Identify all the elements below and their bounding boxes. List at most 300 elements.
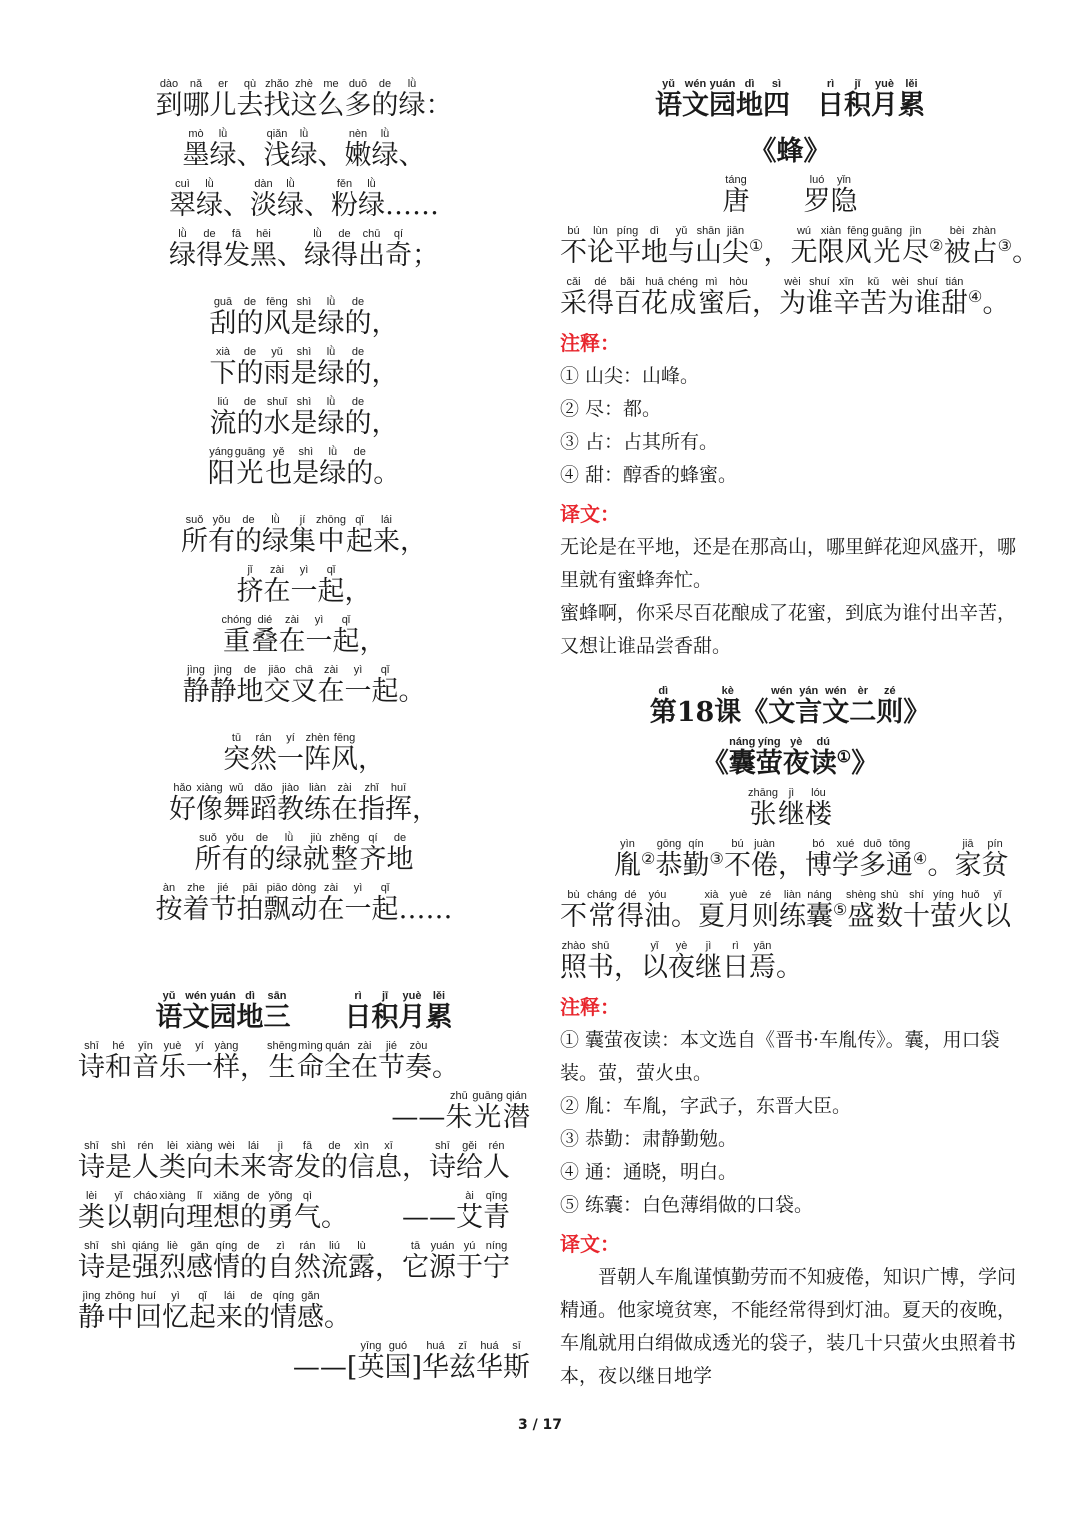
pinyin bbox=[402, 1140, 429, 1152]
ruby-char: 、 bbox=[318, 140, 345, 171]
pinyin: luó bbox=[803, 174, 831, 186]
section-title bbox=[78, 990, 530, 1031]
ruby-char bbox=[291, 1002, 345, 1033]
ruby-char: ， bbox=[778, 850, 805, 881]
pinyin: fā bbox=[294, 1140, 321, 1152]
ruby-char: 在zài bbox=[278, 614, 306, 657]
ruby-char: 叉chā bbox=[290, 664, 318, 707]
ruby-char: 宁níng bbox=[483, 1240, 510, 1283]
ruby-char: 为wèi bbox=[778, 276, 806, 319]
pinyin: jì bbox=[267, 1140, 294, 1152]
pinyin: fēng bbox=[331, 732, 358, 744]
poem-line bbox=[78, 614, 530, 655]
pinyin: rì bbox=[344, 990, 372, 1002]
ruby-char: 墨mò bbox=[182, 128, 210, 171]
pinyin: pín bbox=[981, 838, 1009, 850]
ruby-char: 文wén bbox=[182, 990, 210, 1033]
pinyin: quán bbox=[323, 1040, 351, 1052]
pinyin: lèi bbox=[78, 1190, 105, 1202]
ruby-char: 来lái bbox=[240, 1140, 267, 1183]
ruby-char: 在zài bbox=[263, 564, 291, 607]
ruby-char: 回huí bbox=[134, 1290, 162, 1333]
pinyin: dé bbox=[616, 889, 644, 901]
pinyin: huī bbox=[385, 782, 412, 794]
essay-line bbox=[560, 940, 1020, 981]
translation-paragraph: 蜜蜂啊，你采尽百花酿成了花蜜，到底为谁付出辛苦，又想让谁品尝香甜。 bbox=[560, 602, 1017, 657]
pinyin: zhěng bbox=[329, 832, 360, 844]
pinyin: liú bbox=[209, 396, 237, 408]
pinyin: jī bbox=[844, 78, 871, 90]
ruby-char: 甜tián bbox=[940, 276, 968, 319]
pinyin bbox=[324, 1290, 351, 1302]
ruby-char: 多duō bbox=[859, 838, 887, 881]
ruby-char: 谁shuí bbox=[913, 276, 941, 319]
pinyin: de bbox=[386, 832, 414, 844]
poem-line bbox=[560, 225, 1040, 268]
poem-line bbox=[78, 178, 530, 219]
pinyin: yuè bbox=[724, 889, 752, 901]
ruby-char: 舞wǔ bbox=[223, 782, 250, 825]
pinyin bbox=[372, 296, 399, 308]
ruby-char: ， bbox=[764, 237, 791, 268]
pinyin: jì bbox=[695, 940, 722, 952]
pinyin: lǜ bbox=[358, 178, 385, 190]
ruby-char: 焉yān bbox=[749, 940, 776, 983]
pinyin: duō bbox=[859, 838, 887, 850]
ruby-char: 诗shī bbox=[78, 1140, 105, 1183]
poem-line bbox=[78, 664, 530, 705]
pinyin: bú bbox=[560, 225, 587, 237]
pinyin: de bbox=[321, 1140, 348, 1152]
pinyin bbox=[391, 1090, 445, 1102]
pinyin: fā bbox=[223, 228, 250, 240]
pinyin: shī bbox=[78, 1240, 105, 1252]
ruby-char: 想xiǎng bbox=[213, 1190, 240, 1233]
pinyin: qǐ bbox=[345, 514, 373, 526]
pinyin: qíng bbox=[269, 1290, 297, 1302]
ruby-char: 。 bbox=[321, 1202, 348, 1233]
pinyin: de bbox=[240, 1240, 267, 1252]
ruby-char: 贫pín bbox=[981, 838, 1009, 881]
ruby-char: 盛shèng bbox=[846, 889, 876, 932]
ruby-char: 下xià bbox=[209, 346, 237, 389]
ruby-char: 绿lǜ bbox=[317, 396, 345, 439]
pinyin: shēng bbox=[267, 1040, 297, 1052]
pinyin bbox=[399, 664, 426, 676]
pinyin bbox=[1012, 225, 1039, 237]
ruby-char: 辛xīn bbox=[832, 276, 860, 319]
ruby-char: 是shì bbox=[290, 396, 318, 439]
ruby-char: ， bbox=[412, 794, 439, 825]
pinyin bbox=[348, 1190, 402, 1202]
pinyin: náng bbox=[805, 889, 833, 901]
ruby-char: 交jiāo bbox=[263, 664, 291, 707]
pinyin: yǒng bbox=[267, 1190, 294, 1202]
ruby-char: 样yàng bbox=[213, 1040, 240, 1083]
pinyin: gǎn bbox=[186, 1240, 213, 1252]
pinyin: wú bbox=[790, 225, 818, 237]
pinyin: hòu bbox=[724, 276, 752, 288]
pinyin: de bbox=[196, 228, 223, 240]
ruby-char: 练liàn bbox=[304, 782, 331, 825]
ruby-char bbox=[750, 186, 804, 217]
ruby-char: 静jìng bbox=[78, 1290, 105, 1333]
pinyin: yuè bbox=[871, 78, 898, 90]
ruby-char: 文wén bbox=[768, 685, 796, 728]
pinyin: shū bbox=[587, 940, 614, 952]
pinyin: chéng bbox=[668, 276, 698, 288]
ruby-char: 光guāng bbox=[871, 225, 903, 268]
ruby-char bbox=[348, 1202, 402, 1233]
ruby-char: 诗shī bbox=[78, 1040, 105, 1083]
pinyin: lǜ bbox=[277, 178, 304, 190]
ruby-char: 一yì bbox=[305, 614, 333, 657]
ruby-char: 语yǔ bbox=[655, 78, 682, 121]
pinyin bbox=[614, 940, 641, 952]
pinyin: shí bbox=[902, 889, 930, 901]
pinyin: xìn bbox=[348, 1140, 375, 1152]
ruby-char: 积jī bbox=[844, 78, 871, 121]
ruby-char: 月yuè bbox=[398, 990, 426, 1033]
ruby-char: 整zhěng bbox=[329, 832, 360, 875]
pinyin: de bbox=[240, 1190, 267, 1202]
ruby-char: 采cǎi bbox=[560, 276, 587, 319]
pinyin: yǐ bbox=[105, 1190, 132, 1202]
pinyin: zài bbox=[317, 882, 345, 894]
pinyin: qǐ bbox=[371, 882, 399, 894]
ruby-char: 人rén bbox=[132, 1140, 159, 1183]
pinyin: yè bbox=[668, 940, 695, 952]
ruby-char: 三sān bbox=[263, 990, 291, 1033]
ruby-char: ， bbox=[752, 288, 779, 319]
pinyin: zhe bbox=[182, 882, 210, 894]
pinyin: sān bbox=[263, 990, 291, 1002]
poem-line bbox=[78, 564, 530, 605]
pinyin: shì bbox=[290, 346, 318, 358]
pinyin: yǐ bbox=[641, 940, 668, 952]
ruby-char: 情qíng bbox=[213, 1240, 240, 1283]
pinyin: jiā bbox=[954, 838, 982, 850]
pinyin: lěi bbox=[898, 78, 925, 90]
ruby-char: 继jì bbox=[695, 940, 722, 983]
ruby-char: 一yì bbox=[344, 882, 372, 925]
pinyin: shèng bbox=[846, 889, 876, 901]
note-item: ④ 通：通晓，明白。 bbox=[560, 1161, 738, 1183]
ruby-char: 华huá bbox=[422, 1340, 449, 1383]
ruby-char: 勇yǒng bbox=[267, 1190, 294, 1233]
pinyin: guó bbox=[384, 1340, 412, 1352]
page-number: 3 / 17 bbox=[517, 1417, 563, 1433]
essay-line bbox=[560, 838, 1020, 879]
ruby-char: ， bbox=[372, 308, 399, 339]
ruby-char: 园yuán bbox=[209, 990, 237, 1033]
ruby-char: 语yǔ bbox=[155, 990, 183, 1033]
ruby-char: 源yuán bbox=[429, 1240, 456, 1283]
ruby-char: 与yǔ bbox=[668, 225, 695, 268]
ruby-char: 类lèi bbox=[159, 1140, 186, 1183]
ruby-char: …… bbox=[385, 190, 439, 221]
ruby-char: 中zhōng bbox=[105, 1290, 135, 1333]
ruby-char: 》 bbox=[851, 748, 878, 779]
note-item: ② 胤：车胤，字武子，东晋大臣。 bbox=[560, 1095, 852, 1117]
ruby-char: 累lěi bbox=[898, 78, 925, 121]
ruby-char: 于yú bbox=[456, 1240, 483, 1283]
notes-heading: 注释： bbox=[560, 331, 620, 355]
pinyin: fěn bbox=[331, 178, 358, 190]
ruby-char: 蜜mì bbox=[697, 276, 725, 319]
pinyin: jié bbox=[377, 1040, 405, 1052]
ruby-char: 萤yíng bbox=[755, 736, 783, 779]
pinyin: xià bbox=[697, 889, 725, 901]
ruby-char: —— bbox=[391, 1102, 445, 1133]
ruby-char: 是shì bbox=[290, 346, 318, 389]
ruby-char: 烈liè bbox=[159, 1240, 186, 1283]
pinyin: àn bbox=[155, 882, 183, 894]
ruby-char: 像xiàng bbox=[196, 782, 223, 825]
ruby-char: 流liú bbox=[209, 396, 237, 439]
pinyin: lěi bbox=[425, 990, 453, 1002]
ruby-char: 自zì bbox=[267, 1240, 294, 1283]
ruby-char: 恭gōng bbox=[655, 838, 683, 881]
pinyin: zhōng bbox=[316, 514, 346, 526]
ruby-char: 动dòng bbox=[290, 882, 318, 925]
ruby-char: 给gěi bbox=[456, 1140, 483, 1183]
poem-line bbox=[78, 882, 530, 923]
poem-title: 《蜂》 bbox=[749, 136, 831, 167]
ruby-char: 。 bbox=[432, 1052, 459, 1083]
ruby-char: ， bbox=[358, 744, 385, 775]
pinyin: guāng bbox=[234, 446, 266, 458]
pinyin: shù bbox=[875, 889, 903, 901]
ruby-char: 得de bbox=[331, 228, 358, 271]
right-column bbox=[560, 78, 1040, 1393]
pinyin bbox=[358, 732, 385, 744]
poem-line bbox=[78, 346, 530, 387]
ruby-char: 在zài bbox=[331, 782, 358, 825]
quote-line bbox=[78, 1240, 530, 1281]
ruby-char: 气qì bbox=[294, 1190, 321, 1233]
ruby-char: 的de bbox=[235, 514, 262, 557]
ruby-char: 绿lǜ bbox=[304, 228, 331, 271]
pinyin: xī bbox=[375, 1140, 402, 1152]
ruby-char: 第dì bbox=[649, 685, 677, 728]
pinyin: rì bbox=[817, 78, 844, 90]
pinyin: qù bbox=[236, 78, 264, 90]
pinyin: níng bbox=[483, 1240, 510, 1252]
ruby-char: 绿lǜ bbox=[290, 128, 318, 171]
pinyin: yǐn bbox=[830, 174, 858, 186]
pinyin: sì bbox=[763, 78, 790, 90]
ruby-char: 感gǎn bbox=[296, 1290, 324, 1333]
pinyin bbox=[399, 128, 426, 140]
pinyin: lùn bbox=[587, 225, 614, 237]
ruby-char: 照zhào bbox=[560, 940, 587, 983]
pinyin bbox=[851, 736, 878, 748]
ruby-char: 这zhè bbox=[290, 78, 318, 121]
ruby-char: 向xiàng bbox=[159, 1190, 186, 1233]
ruby-char: 集jí bbox=[289, 514, 316, 557]
ruby-char: 来lái bbox=[215, 1290, 243, 1333]
pinyin: bú bbox=[724, 838, 752, 850]
ruby-char: ， bbox=[402, 1152, 429, 1183]
ruby-char: 中zhōng bbox=[316, 514, 346, 557]
ruby-char: 的de bbox=[344, 296, 372, 339]
pinyin: yǐ bbox=[983, 889, 1011, 901]
ruby-char: 。 bbox=[776, 952, 803, 983]
pinyin: chóng bbox=[221, 614, 252, 626]
footnote-marker: ① bbox=[749, 236, 764, 255]
pinyin: de bbox=[236, 346, 264, 358]
pinyin: yīn bbox=[132, 1040, 159, 1052]
ruby-char: 向xiàng bbox=[186, 1140, 213, 1183]
pinyin: lù bbox=[348, 1240, 375, 1252]
poem-author bbox=[560, 174, 1020, 215]
ruby-char: 嫩nèn bbox=[344, 128, 372, 171]
pinyin: liàn bbox=[778, 889, 806, 901]
pinyin: dì bbox=[649, 685, 677, 697]
ruby-char: 的de bbox=[242, 1290, 270, 1333]
ruby-char: 尽jìn bbox=[902, 225, 930, 268]
pinyin: tā bbox=[402, 1240, 429, 1252]
pinyin: fēng bbox=[844, 225, 872, 237]
ruby-char: 夜yè bbox=[782, 736, 810, 779]
ruby-char: 绿lǜ bbox=[277, 178, 304, 221]
pinyin: juàn bbox=[751, 838, 779, 850]
pinyin bbox=[240, 1040, 267, 1052]
ruby-char: 起qǐ bbox=[317, 564, 345, 607]
pinyin: xīn bbox=[832, 276, 860, 288]
ruby-char: 无wú bbox=[790, 225, 818, 268]
pinyin bbox=[400, 514, 427, 526]
ruby-char: 的de bbox=[321, 1140, 348, 1183]
pinyin: guā bbox=[209, 296, 237, 308]
pinyin: jiān bbox=[722, 225, 749, 237]
pinyin: mì bbox=[697, 276, 725, 288]
quote-line bbox=[78, 1190, 530, 1231]
pinyin: qǐ bbox=[371, 664, 399, 676]
pinyin: yì bbox=[305, 614, 333, 626]
pinyin: zài bbox=[263, 564, 291, 576]
ruby-char: 挤jǐ bbox=[236, 564, 264, 607]
ruby-char: 尖jiān bbox=[722, 225, 749, 268]
pinyin: zòu bbox=[404, 1040, 432, 1052]
ruby-char: 起qǐ bbox=[371, 664, 399, 707]
pinyin bbox=[237, 128, 264, 140]
pinyin bbox=[345, 564, 372, 576]
pinyin bbox=[776, 940, 803, 952]
essay-line bbox=[560, 889, 1020, 930]
pinyin: cháng bbox=[587, 889, 617, 901]
pinyin bbox=[412, 782, 439, 794]
ruby-char: 文wén bbox=[822, 685, 850, 728]
ruby-char: 全quán bbox=[323, 1040, 351, 1083]
ruby-char: 风fēng bbox=[331, 732, 358, 775]
pinyin bbox=[903, 685, 930, 697]
footnote-marker: ④ bbox=[913, 849, 928, 868]
ruby-char: 》 bbox=[903, 697, 930, 728]
pinyin: jǐ bbox=[236, 564, 264, 576]
ruby-char: 拍pāi bbox=[236, 882, 264, 925]
poem-line bbox=[78, 782, 530, 823]
ruby-char: 、 bbox=[237, 140, 264, 171]
pinyin: jiāo bbox=[263, 664, 291, 676]
ruby-char: 生shēng bbox=[267, 1040, 297, 1083]
ruby-char: 四sì bbox=[763, 78, 790, 121]
pinyin: tián bbox=[940, 276, 968, 288]
ruby-char: 雨yǔ bbox=[263, 346, 291, 389]
pinyin: lǐ bbox=[186, 1190, 213, 1202]
ruby-char: 。 bbox=[671, 901, 698, 932]
ruby-char: ， bbox=[359, 626, 386, 657]
ruby-char: 蹈dǎo bbox=[250, 782, 277, 825]
ruby-char: 花huā bbox=[641, 276, 668, 319]
pinyin: wén bbox=[682, 78, 709, 90]
ruby-char: 流liú bbox=[321, 1240, 348, 1283]
pinyin: shī bbox=[78, 1140, 105, 1152]
ruby-char: 它tā bbox=[402, 1240, 429, 1283]
pinyin: zài bbox=[350, 1040, 378, 1052]
pinyin: zé bbox=[876, 685, 904, 697]
ruby-char: 累lěi bbox=[425, 990, 453, 1033]
ruby-char: 感gǎn bbox=[186, 1240, 213, 1283]
pinyin: duō bbox=[344, 78, 372, 90]
poem-line bbox=[560, 276, 1020, 317]
note-item: ④ 甜：醇香的蜂蜜。 bbox=[560, 464, 738, 486]
ruby-char: 粉fěn bbox=[331, 178, 358, 221]
quote-line bbox=[78, 1140, 530, 1181]
pinyin: dú bbox=[809, 736, 837, 748]
ruby-char: 有yǒu bbox=[221, 832, 249, 875]
ruby-char: 夏xià bbox=[697, 889, 725, 932]
pinyin: lǜ bbox=[209, 128, 237, 140]
pinyin: zhè bbox=[290, 78, 318, 90]
pinyin: guāng bbox=[472, 1090, 503, 1102]
poem-line bbox=[78, 128, 530, 169]
pinyin: yǔ bbox=[263, 346, 291, 358]
translation-paragraph: 晋朝人车胤谨慎勤劳而不知疲倦，知识广博，学问精通。他家境贫寒，不能经常得到灯油。夏天的夜晚，车胤就用白绢做成透光的袋子，装几十只萤火虫照着书本，夜以继日地学 bbox=[560, 1266, 1017, 1387]
ruby-char: 奇qí bbox=[385, 228, 412, 271]
footnote-marker: ③ bbox=[997, 236, 1013, 255]
ruby-char: 地dì bbox=[236, 990, 264, 1033]
pinyin: shì bbox=[290, 296, 318, 308]
ruby-char: 也yě bbox=[265, 446, 293, 489]
lesson-title bbox=[560, 685, 1020, 726]
pinyin: qí bbox=[385, 228, 412, 240]
ruby-char: 忆yì bbox=[161, 1290, 189, 1333]
ruby-char: 水shuǐ bbox=[263, 396, 291, 439]
pinyin: shì bbox=[105, 1240, 132, 1252]
pinyin: zhū bbox=[445, 1090, 473, 1102]
ruby-char: 隐yǐn bbox=[830, 174, 858, 217]
pinyin: huí bbox=[134, 1290, 162, 1302]
ruby-char: 阵zhèn bbox=[304, 732, 331, 775]
pinyin: yuè bbox=[398, 990, 426, 1002]
translation-paragraph: 无论是在平地，还是在那高山，哪里鲜花迎风盛开，哪里就有蜜蜂奔忙。 bbox=[560, 536, 1017, 591]
ruby-char: 一yì bbox=[344, 664, 372, 707]
ruby-char: 华huá bbox=[476, 1340, 503, 1383]
pinyin: yíng bbox=[929, 889, 957, 901]
pinyin bbox=[928, 838, 955, 850]
poem-line bbox=[78, 396, 530, 437]
ruby-char: 论lùn bbox=[587, 225, 614, 268]
ruby-char: 着zhe bbox=[182, 882, 210, 925]
ruby-char: 潜qián bbox=[503, 1090, 530, 1133]
ruby-char: 么me bbox=[317, 78, 345, 121]
pinyin bbox=[359, 614, 386, 626]
pinyin: qí bbox=[359, 832, 387, 844]
ruby-char: 风fēng bbox=[263, 296, 291, 339]
ruby-char: 不bú bbox=[724, 838, 752, 881]
